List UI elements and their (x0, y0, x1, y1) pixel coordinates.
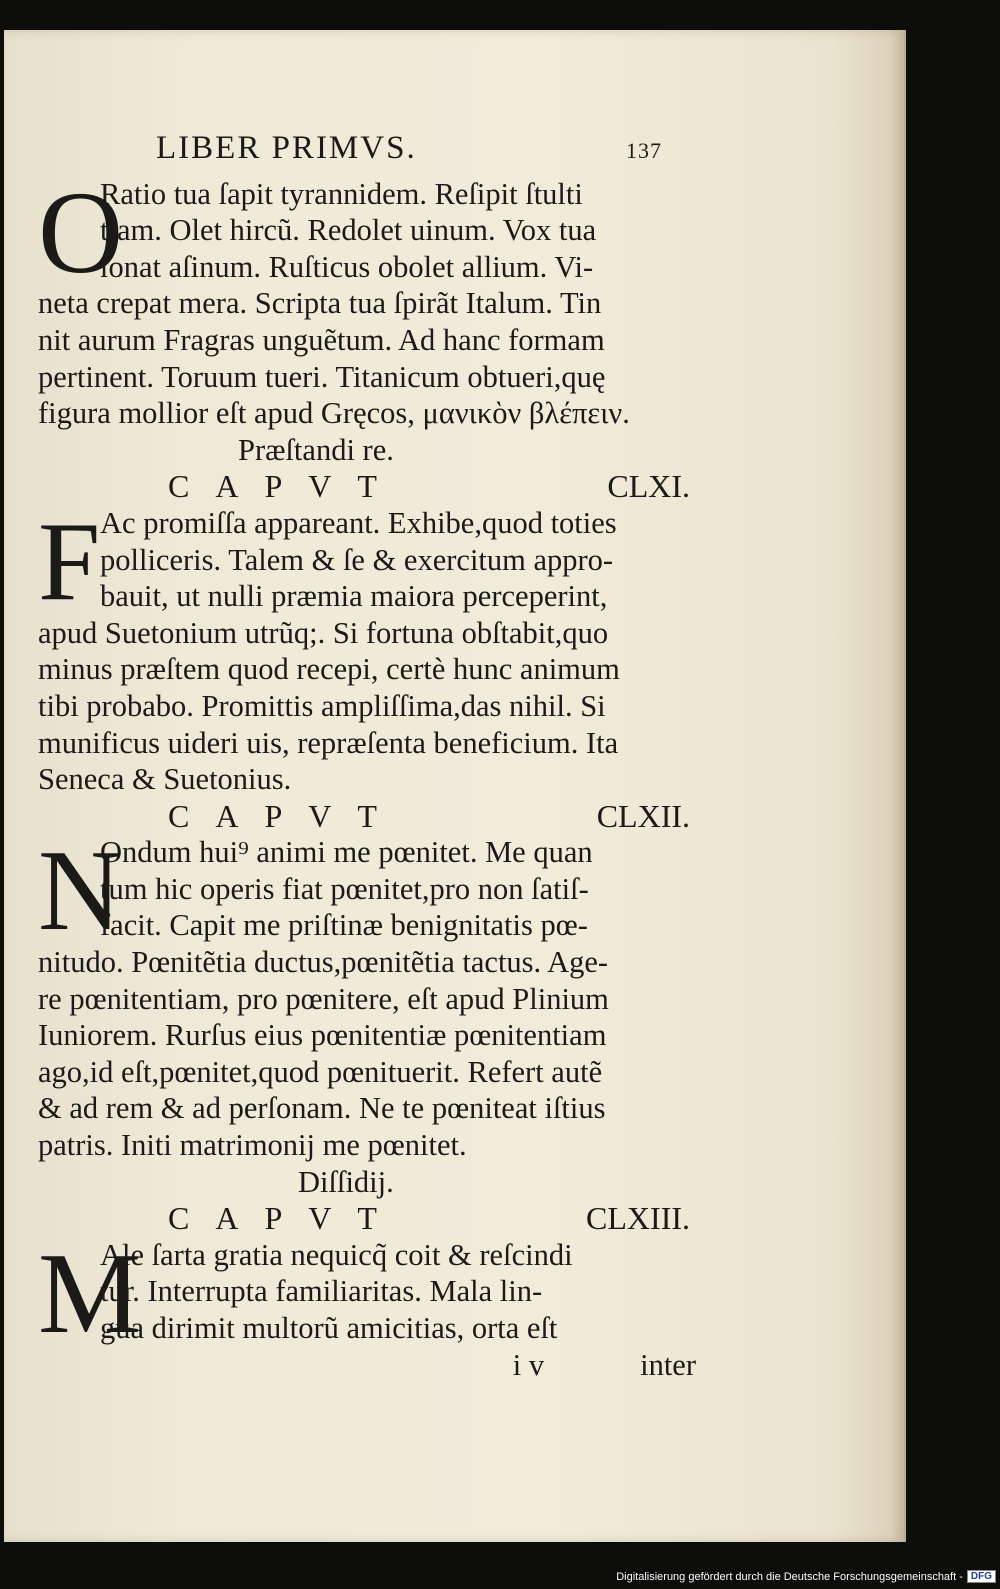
text-line: & ad rem & ad perſonam. Ne te pœniteat iſtius (38, 1091, 606, 1126)
text-line: Iuniorem. Rurſus eius pœnitentiæ pœnitentiam (38, 1018, 607, 1053)
text-line: pertinent. Toruum tueri. Titanicum obtueri,quę (38, 359, 606, 394)
section-1 (38, 166, 700, 432)
text-line: apud Suetonium utrũq;. Si fortuna obſtabit,quo (38, 615, 609, 650)
chapter-number: CLXIII. (586, 1200, 690, 1237)
text-line: re pœnitentiam, pro pœnitere, eſt apud Plinium (38, 981, 609, 1016)
initial-n: N (38, 827, 122, 956)
dfg-logo: DFG (967, 1570, 996, 1583)
text-line: polliceris. Talem & ſe & exercitum appro- (100, 542, 614, 577)
caput-word: CAPVT (168, 797, 403, 834)
footer-text: Digitalisierung gefördert durch die Deutsche Forschungsgemeinschaft - (616, 1570, 963, 1583)
text-line: minus præſtem quod recepi, certè hunc animum (38, 652, 620, 687)
chapter-heading (38, 798, 700, 835)
text-line: facit. Capit me priſtinæ benignitatis pœ- (100, 908, 588, 943)
section-heading: Diſſidij. (298, 1164, 394, 1199)
caput-word: CAPVT (168, 1200, 403, 1237)
text-line: Ondum hui⁹ animi me pœnitet. Me quan (100, 835, 593, 870)
text-line: neta crepat mera. Scripta tua ſpirãt Italum. Tin (38, 286, 602, 321)
initial-o: O (38, 166, 124, 298)
section-4 (38, 1229, 700, 1358)
chapter-heading (38, 468, 700, 505)
text-line: ſonat aſinum. Ruſticus obolet allium. Vi- (100, 249, 594, 284)
page-text (38, 130, 700, 1383)
text-line: patris. Initi matrimonij me pœnitet. (38, 1128, 467, 1163)
running-header (38, 130, 700, 170)
section-2 (38, 499, 700, 798)
initial-m: M (38, 1229, 142, 1358)
text-line: tur. Interrupta familiaritas. Mala lin- (100, 1274, 543, 1309)
signature-mark: i v (512, 1347, 545, 1382)
running-title: LIBER PRIMVS. (156, 130, 417, 166)
text-line: ago,id eſt,pœnitet,quod pœnituerit. Refert autẽ (38, 1054, 603, 1089)
text-line: bauit, ut nulli præmia maiora perceperint, (100, 579, 608, 614)
text-line: Ratio tua ſapit tyrannidem. Reſipit ſtulti (100, 176, 583, 211)
caput-word: CAPVT (168, 468, 403, 505)
chapter-number: CLXI. (607, 468, 690, 505)
section-heading: Præſtandi re. (238, 432, 394, 467)
text-line: nit aurum Fragras unguẽtum. Ad hanc formam (38, 322, 605, 357)
text-line: Ale ſarta gratia nequicq̃ coit & reſcindi (100, 1237, 573, 1272)
text-line: tiam. Olet hircũ. Redolet uinum. Vox tua (100, 213, 597, 248)
section-3 (38, 827, 700, 1163)
book-page (4, 30, 906, 1542)
text-line: figura mollior eſt apud Gręcos, μανικὸν βλέπειν. (38, 396, 630, 431)
text-line: Seneca & Suetonius. (38, 762, 292, 797)
catchword: inter (640, 1347, 696, 1382)
text-line: munificus uideri uis, repræſenta beneficium. Ita (38, 725, 619, 760)
text-line: tum hic operis fiat pœnitet,pro non ſatiſ- (100, 871, 589, 906)
text-line: tibi probabo. Promittis ampliſſima,das nihil. Si (38, 688, 606, 723)
text-line: gua dirimit multorũ amicitias, orta eſt (100, 1311, 558, 1345)
text-line: Ac promiſſa appareant. Exhibe,quod toties (100, 505, 617, 540)
chapter-number: CLXII. (596, 797, 690, 834)
page-number: 137 (626, 138, 662, 163)
digitization-footer (616, 1570, 996, 1583)
text-line: nitudo. Pœnitẽtia ductus,pœnitẽtia tactus. Age- (38, 945, 609, 980)
initial-f: F (38, 499, 101, 624)
